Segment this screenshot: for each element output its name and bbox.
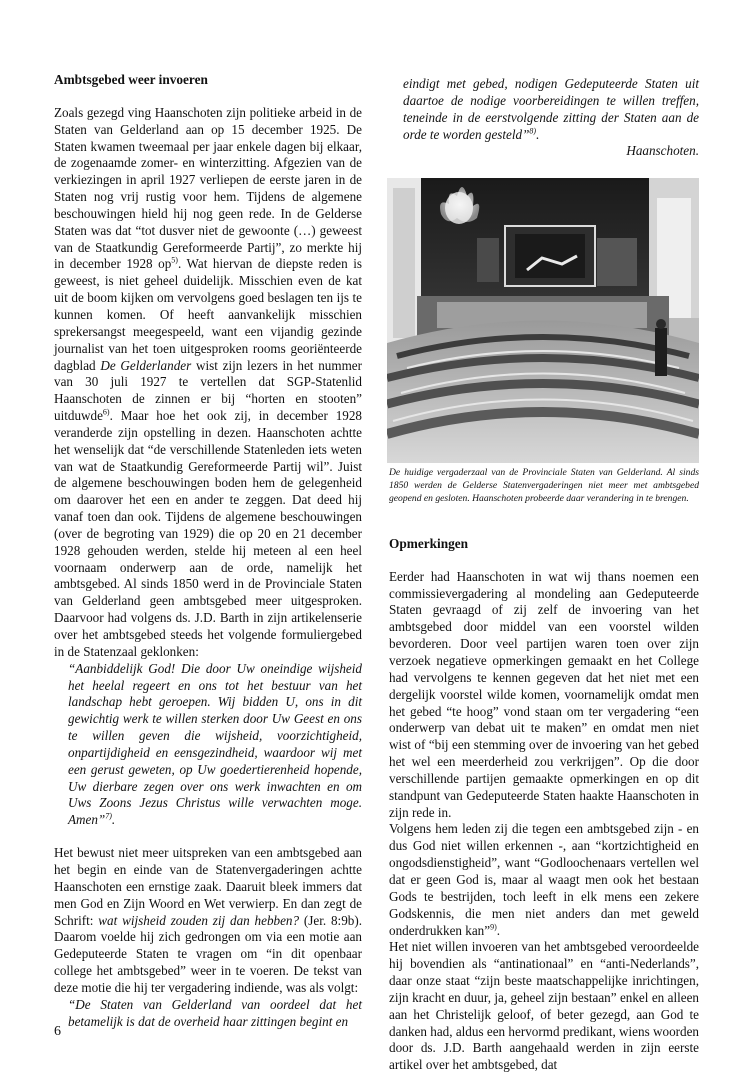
section-heading-ambtsgebed: Ambtsgebed weer invoeren bbox=[54, 72, 208, 87]
signature: Haanschoten. bbox=[626, 143, 699, 159]
motion-quote-continued: eindigt met gebed, nodigen Gedeputeerde Staten uit daartoe de nodige voorbereidingen te willen treffen, teneinde in de eerstvolgende zitting der Staten aan de orde te worden gesteld”$^{8)}$. bbox=[403, 76, 699, 142]
footnote-ref-5: 5) bbox=[171, 256, 178, 266]
paragraph-intro: Zoals gezegd ving Haanschoten zijn politieke arbeid in de Staten van Gelderland aan op 15 december 1925. De Staten kwamen tweemaal per jaar enkele dagen bij elkaar, de zogenaamde zomer- en winterzitting. Afgezien van de verkiezingen in april 1927 verliepen de eerste jaren in de Staten nog vrij rustig voor hem. Tijdens de algemene beschouwingen hield hij nog geen rede. In de Gelderse Staten was dat “tot dusver niet de gewoonte (…) geweest van de Staatkundig Gereformeerde Partij”, zo merkte hij in december 1928 $op^{5)}$. Wat hiervan de diepste reden is geweest, is niet geheel duidelijk. Misschien even de kat uit de boom kijken om vervolgens goed beslagen ten ijs te kunnen komen. Of heeft aanvankelijk misschien sprekersangst meegespeeld, want een vijandig gezinde journalist van het toen uitgesproken rooms georiënteerde dagblad De Gelderlander wist zijn lezers in het nummer van 30 juli 1927 te vertellen dat SGP-Statenlid Haanschoten de zinnen er bij “horten en stooten” uitduwde$^{6)}$. Maar hoe het ook zij, in december 1928 veranderde zijn opstelling in dezen. Haanschoten achtte het wenselijk dat “de verschillende Statenleden iets weten van wat de Staatkundig Gereformeerde Partij wil”. Juist de algemene beschouwingen boden hem de gelegenheid om daarover het een en ander te zeggen. Dat deed hij vanaf toen dan ook. Tijdens de algemene beschouwingen (over de begroting van 1929) die op 20 en 21 december 1928 gehouden werden, stelde hij meteen al een heel voornaam onderwerp aan de orde, namelijk het ambtsgebed. Al sinds 1850 werd in de Provinciale Staten van Gelderland geen ambtsgebed meer uitgesproken. Daarvoor had volgens ds. J.D. Barth in zijn artikelenserie over het ambtsgebed steeds het volgende formuliergebed in de Statenzaal geklonken: bbox=[54, 104, 362, 659]
right-column bbox=[389, 76, 699, 1074]
chamber-illustration bbox=[387, 178, 699, 463]
footnote-ref-8: 8) bbox=[529, 126, 537, 136]
page-number: 6 bbox=[54, 1024, 61, 1039]
footnote-ref-7: 7) bbox=[105, 811, 112, 821]
council-chamber-photo bbox=[387, 178, 699, 463]
paragraph-godless: Volgens hem leden zij die tegen een ambtsgebed zijn - en dus God niet willen erkennen -, aan “kortzichtigheid en ongodsdienstigheid”, want “Godloochenaars vertellen wel dat er geen God is, maar al waagt men ook het bestaan Gods te bestrijden, toch leeft in elk mens een zekere Godskennis, die men niet anders dan met geweld onderdrukken kan”$^{9)}$. bbox=[389, 821, 699, 938]
paragraph-motion: Het bewust niet meer uitspreken van een ambtsgebed aan het begin en einde van de Statenvergaderingen achtte Haanschoten een ernstige zaak. Daaruit bleek immers dat men God en Zijn Woord en Wet verwierp. En dan zegt de Schrift: wat wijsheid zouden zij dan hebben? (Jer. 8:9b). Daarom voelde hij zich gedrongen om via een motie aan Gedeputeerde Staten te vragen om “in dit openbaar college het ambtsgebed” weer in te voeren. De tekst van deze motie die hij ter vergadering indiende, was als volgt: bbox=[54, 845, 362, 995]
motion-quote-start: “De Staten van Gelderland van oordeel dat het betamelijk is dat de overheid haar zittingen begint en bbox=[68, 996, 362, 1029]
paragraph-committee: Eerder had Haanschoten in wat wij thans noemen een commissievergadering al mondeling aan Gedeputeerde Staten gevraagd of zij zelf de invoering van het ambtsgebed door middel van een voorstel wilden bevorderen. Door veel partijen waren toen over zijn verzoek negatieve opmerkingen gemaakt en het College had vervolgens te kennen gegeven dat het niet met een dergelijk voorstel wilde komen, voornamelijk omdat men het gebed “te hoog” vond staan om ter vergadering “een onderwerp van debat uit te maken” en omdat men niet wist of “bij een stemming over de invoering van het gebed het wel een meerderheid zou verkrijgen”. Op die door verschillende partijen gemaakte opmerkingen en op dit standpunt van Gedeputeerde Staten haakte Haanschoten in zijn rede in. bbox=[389, 568, 699, 820]
paragraph-antinational: Het niet willen invoeren van het ambtsgebed veroordeelde hij bovendien als “antinationaal” en “anti-Nederlands”, daar onze staat “zijn beste maatschappelijke inrichtingen, zijn kracht en duur, ja, geheel zijn bestaan” enkel en alleen aan het Christelijk geloof, of beter gezegd, aan God te danken had, aldus een hervormd predikant, wiens woorden door ds. J.D. Barth aangehaald werden in zijn eerste artikel over het ambtsgebed, dat bbox=[389, 939, 699, 1073]
photo-caption: De huidige vergaderzaal van de Provinciale Staten van Gelderland. Al sinds 1850 werden de Gelderse Statenvergaderingen niet meer met ambtsgebed geopend en gesloten. Haanschoten probeerde daar verandering in te brengen. bbox=[389, 467, 699, 505]
footnote-ref-6: 6) bbox=[102, 407, 110, 417]
section-heading-opmerkingen: Opmerkingen bbox=[389, 535, 469, 551]
newspaper-title: De Gelderlander bbox=[100, 357, 192, 373]
left-column bbox=[54, 72, 362, 1030]
formulary-prayer-quote: “Aanbiddelijk God! Die door Uw oneindige wijsheid het heelal regeert en ons tot het bestuur van het landschap hebt geroepen. Wij bidden U, ons in dit gewichtig werk te willen sterken door Uw Geest en ons te willen geven die wijsheid, voorzichtigheid, onpartijdigheid en eensgezindheid, waardoor wij met een gerust geweten, op Uw goedertierenheid hopende, Uw dierbare zegen over ons werk inwachten en om Uws Zoons Jezus Christus wille verwachten moge. Amen”$^{7)}$. bbox=[68, 660, 362, 828]
footnote-ref-9: 9) bbox=[490, 922, 497, 932]
